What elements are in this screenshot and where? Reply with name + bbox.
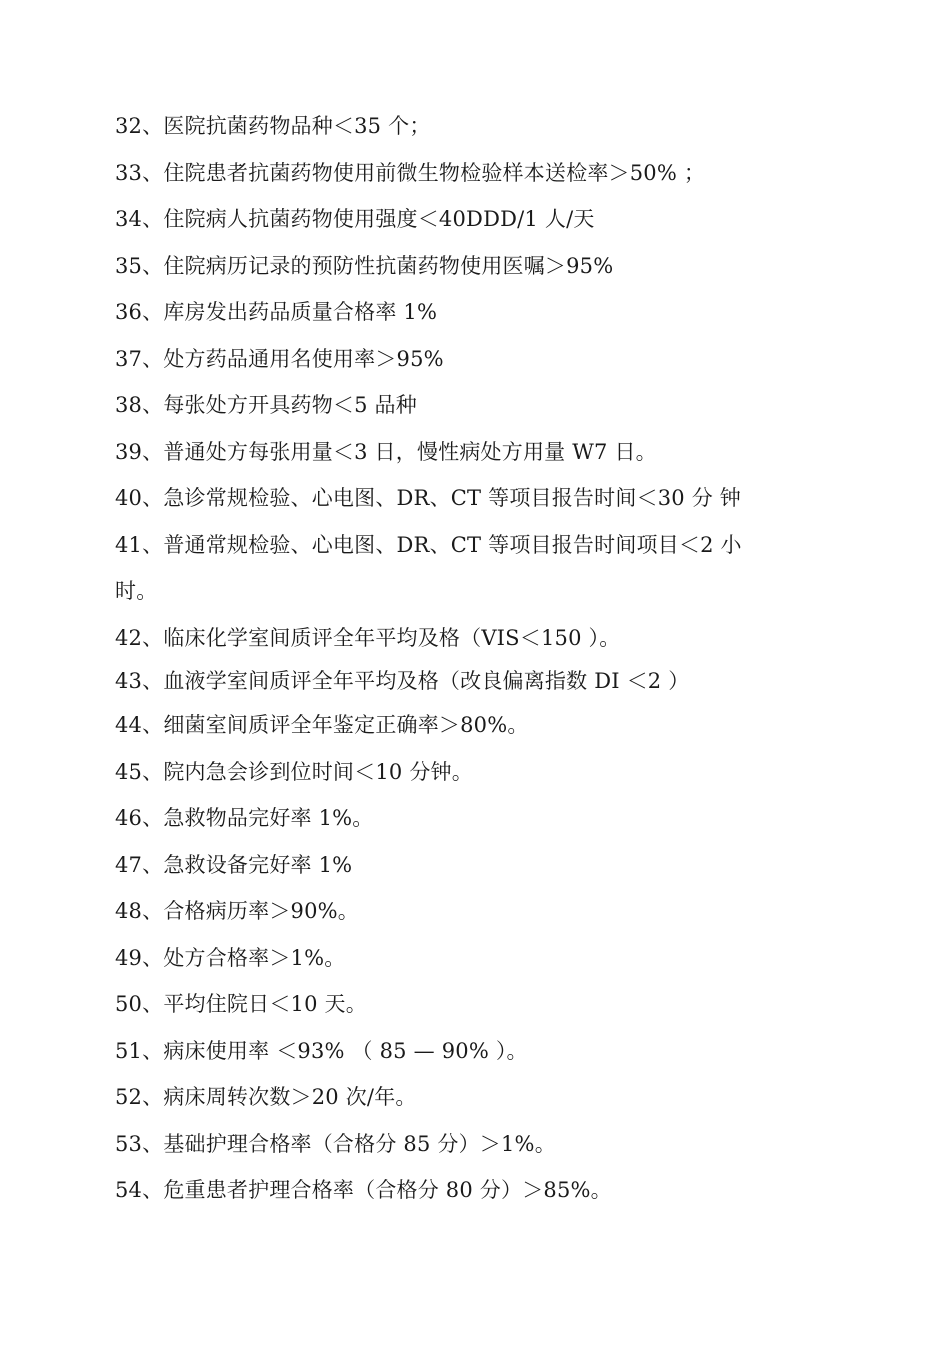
text-line: 33、住院患者抗菌药物使用前微生物检验样本送检率＞50% ； [115, 160, 706, 185]
text-line: 52、病床周转次数＞20 次/年。 [115, 1085, 417, 1109]
document-body [115, 103, 815, 1214]
text-line: 38、每张处方开具药物＜5 品种 [115, 393, 417, 417]
text-line: 50、平均住院日＜10 天。 [115, 992, 367, 1016]
text-line: 40、急诊常规检验、心电图、DR、CT 等项目报告时间＜30 分 钟 [115, 486, 741, 510]
text-line: 48、合格病历率＞90%。 [115, 899, 359, 923]
text-line: 46、急救物品完好率 1%。 [115, 806, 374, 830]
text-line: 47、急救设备完好率 1% [115, 852, 353, 877]
text-line: 54、危重患者护理合格率（合格分 80 分）＞85%。 [115, 1178, 612, 1202]
text-line: 32、医院抗菌药物品种＜35 个； [115, 114, 431, 138]
text-line: 44、细菌室间质评全年鉴定正确率＞80%。 [115, 713, 529, 737]
text-line: 43、血液学室间质评全年平均及格（改良偏离指数 DI ＜2 ） [115, 669, 690, 693]
text-line: 37、处方药品通用名使用率＞95% [115, 346, 444, 371]
text-line: 51、病床使用率 ＜93% （ 85 — 90% ）。 [115, 1038, 528, 1063]
text-line-continuation: 时。 [115, 579, 158, 603]
text-line: 39、普通处方每张用量＜3 日，慢性病处方用量 W7 日。 [115, 439, 657, 464]
text-line: 41、普通常规检验、心电图、DR、CT 等项目报告时间项目＜2 小 [115, 532, 742, 557]
text-line: 36、库房发出药品质量合格率 1% [115, 300, 438, 324]
text-line: 35、住院病历记录的预防性抗菌药物使用医嘱＞95% [115, 253, 614, 278]
text-line: 42、临床化学室间质评全年平均及格（VIS＜150 ）。 [115, 625, 621, 650]
text-line: 34、住院病人抗菌药物使用强度＜40DDD/1 人/天 [115, 207, 595, 231]
text-line: 45、院内急会诊到位时间＜10 分钟。 [115, 759, 473, 784]
text-line: 53、基础护理合格率（合格分 85 分）＞1%。 [115, 1131, 556, 1156]
text-line: 49、处方合格率＞1%。 [115, 945, 346, 970]
